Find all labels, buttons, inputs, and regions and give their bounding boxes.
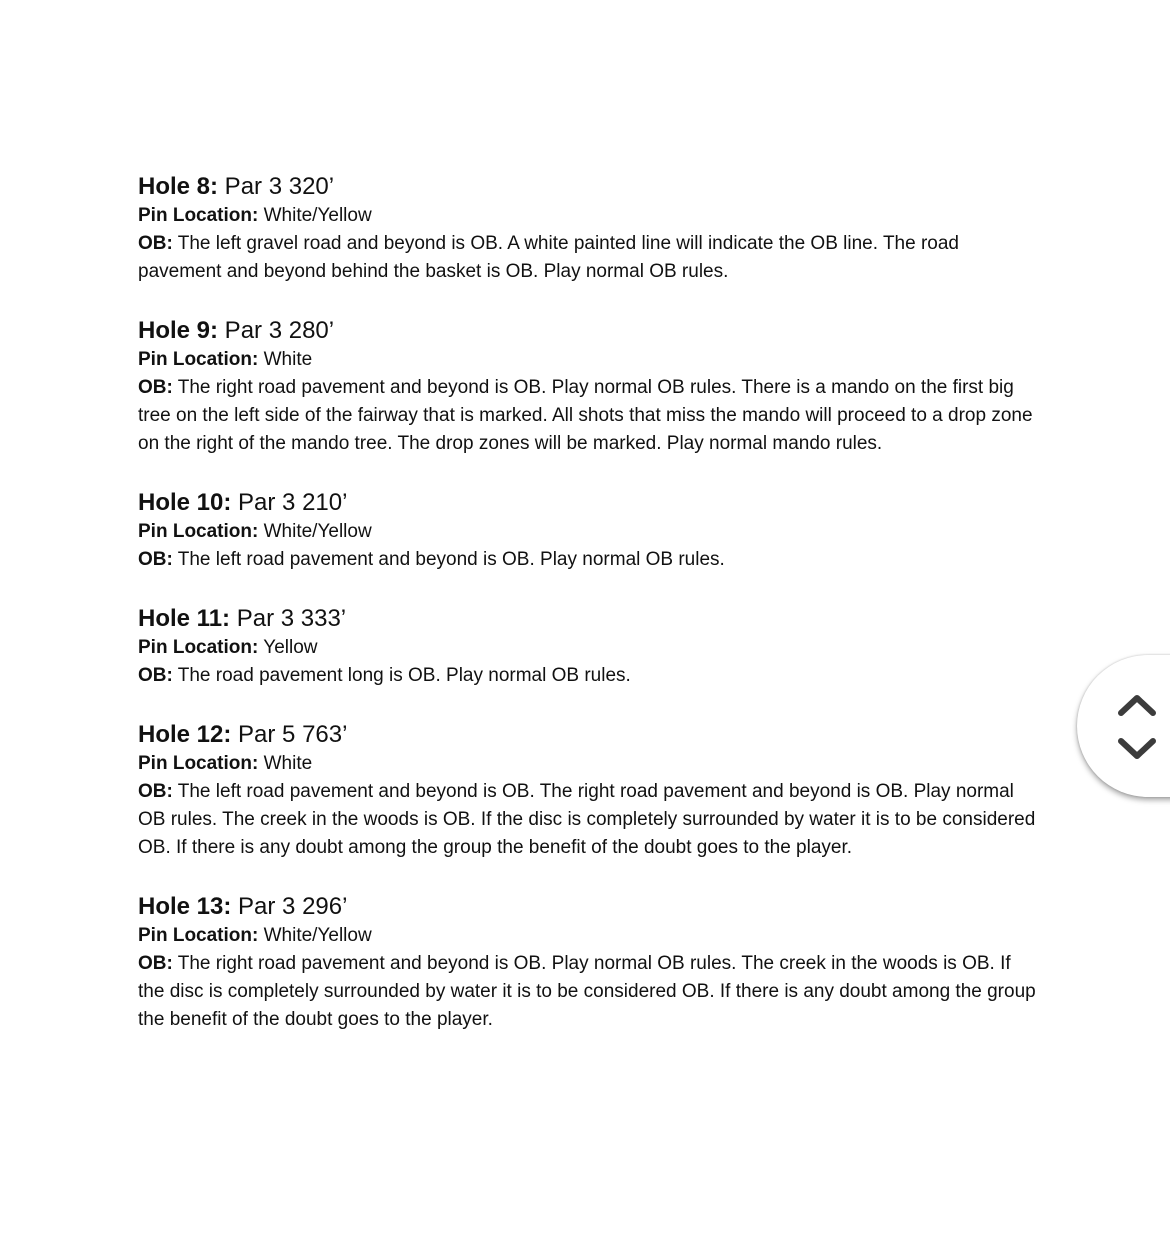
hole-title <box>138 172 1038 202</box>
hole-title <box>138 316 1038 346</box>
hole-label: Hole 9: <box>138 317 219 344</box>
pin-location-label: Pin Location: <box>138 349 259 370</box>
ob-label: OB: <box>138 781 173 802</box>
pin-location-label: Pin Location: <box>138 753 259 774</box>
chevron-up-icon <box>1117 691 1157 717</box>
hole-label: Hole 12: <box>138 721 232 748</box>
pin-location <box>138 202 1038 230</box>
ob-label: OB: <box>138 549 173 570</box>
next-button[interactable] <box>1115 733 1159 767</box>
ob-text: The left road pavement and beyond is OB. Play normal OB rules. <box>172 549 725 570</box>
hole-label: Hole 11: <box>138 605 231 632</box>
ob-label: OB: <box>138 665 173 686</box>
ob-text: The road pavement long is OB. Play normal OB rules. <box>172 665 631 686</box>
pin-location <box>138 346 1038 374</box>
hole-section-10 <box>138 488 1038 574</box>
hole-par-distance: Par 3 320’ <box>218 173 335 200</box>
hole-section-11 <box>138 604 1038 690</box>
ob-label: OB: <box>138 953 173 974</box>
pin-location-label: Pin Location: <box>138 521 259 542</box>
hole-label: Hole 8: <box>138 173 219 200</box>
hole-section-8 <box>138 172 1038 286</box>
document-body <box>138 172 1038 1034</box>
hole-label: Hole 13: <box>138 893 232 920</box>
pin-location-label: Pin Location: <box>138 205 259 226</box>
previous-button[interactable] <box>1115 687 1159 721</box>
ob-text: The left gravel road and beyond is OB. A white painted line will indicate the OB line. The road pavement and beyond behind the basket is OB. Play normal OB rules. <box>138 233 959 282</box>
hole-section-12 <box>138 720 1038 862</box>
hole-label: Hole 10: <box>138 489 232 516</box>
ob-rules <box>138 778 1038 862</box>
hole-section-13 <box>138 892 1038 1034</box>
ob-text: The right road pavement and beyond is OB. Play normal OB rules. There is a mando on the first big tree on the left side of the fairway that is marked. All shots that miss the mando will proceed to a drop zone on the right of the mando tree. The drop zones will be marked. Play normal mando rules. <box>138 377 1033 454</box>
ob-rules <box>138 662 1038 690</box>
pin-location <box>138 634 1038 662</box>
pin-location <box>138 750 1038 778</box>
pin-location-value: White <box>258 349 313 370</box>
pin-location <box>138 922 1038 950</box>
hole-par-distance: Par 3 296’ <box>231 893 348 920</box>
ob-label: OB: <box>138 377 173 398</box>
pin-location-value: Yellow <box>258 637 318 658</box>
pin-location-value: White/Yellow <box>258 205 372 226</box>
pin-location-value: White <box>258 753 313 774</box>
hole-title <box>138 720 1038 750</box>
page-nav-widget <box>1077 655 1170 797</box>
hole-title <box>138 488 1038 518</box>
pin-location-value: White/Yellow <box>258 925 372 946</box>
hole-par-distance: Par 3 280’ <box>218 317 335 344</box>
ob-rules <box>138 374 1038 458</box>
hole-par-distance: Par 5 763’ <box>231 721 348 748</box>
hole-title <box>138 892 1038 922</box>
pin-location-label: Pin Location: <box>138 637 259 658</box>
ob-rules <box>138 546 1038 574</box>
hole-par-distance: Par 3 210’ <box>231 489 348 516</box>
pin-location-value: White/Yellow <box>258 521 372 542</box>
pin-location <box>138 518 1038 546</box>
hole-section-9 <box>138 316 1038 458</box>
chevron-down-icon <box>1117 737 1157 763</box>
ob-label: OB: <box>138 233 173 254</box>
ob-text: The right road pavement and beyond is OB. Play normal OB rules. The creek in the woods is OB. If the disc is completely surrounded by water it is to be considered OB. If there is any doubt among the group the benefit of the doubt goes to the player. <box>138 953 1036 1030</box>
ob-rules <box>138 950 1038 1034</box>
hole-par-distance: Par 3 333’ <box>230 605 347 632</box>
ob-text: The left road pavement and beyond is OB. The right road pavement and beyond is OB. Play normal OB rules. The creek in the woods is OB. If the disc is completely surrounded by water it is to be considered OB. If there is any doubt among the group the benefit of the doubt goes to the player. <box>138 781 1036 858</box>
hole-title <box>138 604 1038 634</box>
pin-location-label: Pin Location: <box>138 925 259 946</box>
ob-rules <box>138 230 1038 286</box>
